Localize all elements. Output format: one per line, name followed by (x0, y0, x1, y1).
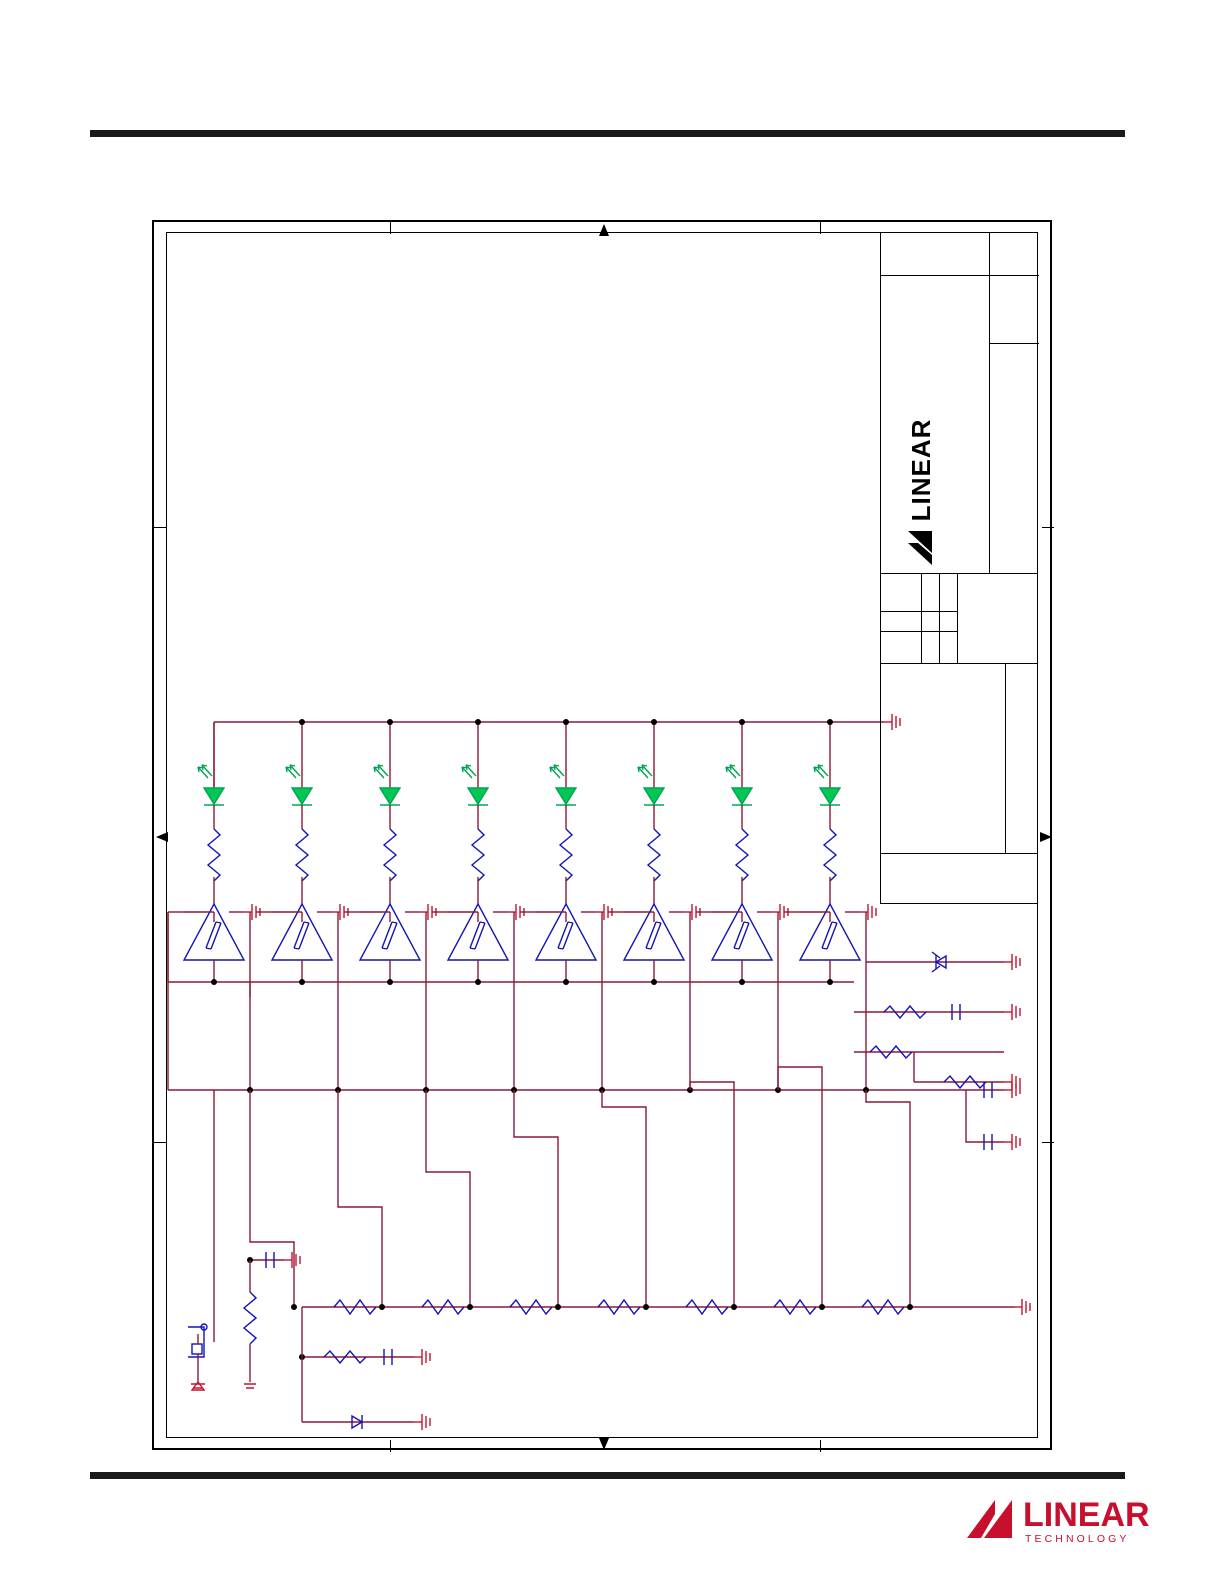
r-7 (736, 829, 748, 881)
led-3 (374, 765, 400, 805)
footer-rule (90, 1472, 1125, 1479)
amp-2 (256, 904, 348, 982)
brand-tagline: TECHNOLOGY (1025, 1532, 1130, 1545)
lt-triangle-logo-icon-footer (965, 1496, 1017, 1547)
resistor-pulldown (244, 1260, 256, 1388)
tb-divider-6 (881, 631, 957, 632)
led-1 (198, 765, 224, 805)
r-3 (384, 829, 396, 881)
brand-name: LINEAR (1023, 1495, 1150, 1534)
ground-arrow-connector (191, 1382, 205, 1390)
ground-arrow-pulldown (244, 1384, 256, 1388)
tb-divider-v3 (921, 573, 922, 663)
led-5 (550, 765, 576, 805)
title-block-logo-text: LINEAR (905, 418, 936, 522)
r-2 (296, 829, 308, 881)
tb-divider-5 (881, 663, 1037, 664)
r-5 (560, 829, 572, 881)
connector-block (188, 1324, 207, 1390)
tb-divider-v4 (939, 573, 940, 663)
cap-ground-left (247, 1252, 300, 1268)
amp-6 (608, 904, 700, 982)
tb-divider-7 (881, 611, 957, 612)
ground-ladder (1014, 1299, 1030, 1315)
tb-divider-v5 (957, 573, 958, 663)
r-6 (648, 829, 660, 881)
r-8 (824, 829, 836, 881)
resistor-array (208, 829, 836, 881)
tb-divider-8 (881, 853, 1037, 854)
brand-logo (965, 1490, 1150, 1552)
diode-branch (302, 1414, 430, 1430)
amp-5 (520, 904, 612, 982)
amp-1 (168, 904, 260, 982)
led-7 (726, 765, 752, 805)
r-1 (208, 829, 220, 881)
tb-divider-4 (881, 573, 1037, 574)
amp-4 (432, 904, 524, 982)
title-block (880, 232, 1038, 904)
ground-amp-8 (860, 904, 876, 920)
tb-divider-3 (989, 343, 1039, 344)
led-6 (638, 765, 664, 805)
led-array (198, 765, 840, 805)
amplifier-array (168, 904, 876, 982)
lt-triangle-logo-icon (906, 527, 936, 567)
tb-divider-v6 (1005, 663, 1006, 853)
tb-divider-2 (989, 275, 1039, 276)
amp-8 (784, 904, 876, 982)
ground-diode-net (1004, 954, 1020, 970)
header-rule (90, 130, 1125, 137)
brand-text (1023, 1495, 1150, 1545)
rc-branch (299, 1307, 430, 1422)
schematic-sheet (152, 220, 1052, 1450)
amp-3 (344, 904, 436, 982)
led-2 (286, 765, 312, 805)
led-8 (814, 765, 840, 805)
led-4 (462, 765, 488, 805)
title-block-logo (831, 418, 1011, 523)
amp-7 (696, 904, 788, 982)
r-4 (472, 829, 484, 881)
